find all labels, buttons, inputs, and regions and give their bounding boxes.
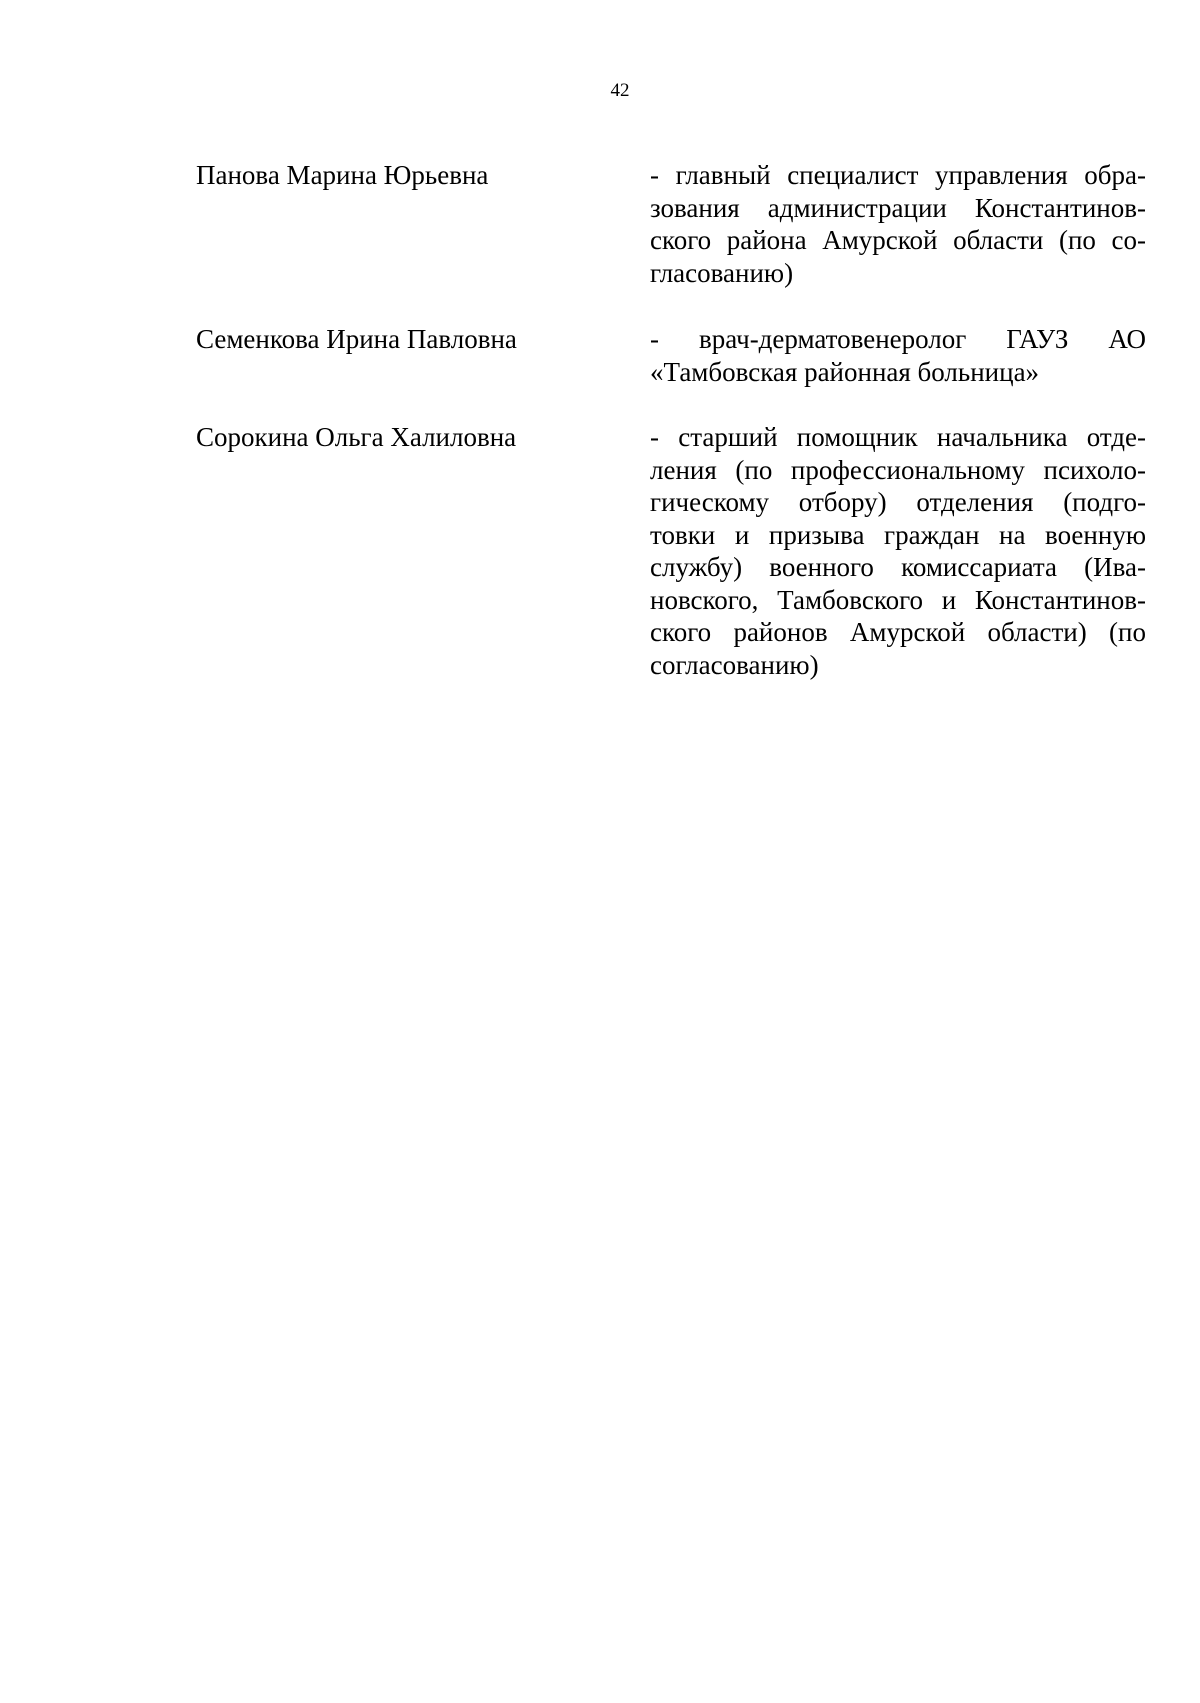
position-line: службу) военного комиссариата (Ива- xyxy=(650,552,1146,582)
page-number: 42 xyxy=(610,80,630,101)
position-line: - главный специалист управления обра- xyxy=(650,160,1146,190)
position-line: ского районов Амурской области) (по xyxy=(650,617,1146,647)
position-line: согласованию) xyxy=(650,649,819,680)
member-position xyxy=(650,421,1146,681)
position-line: - старший помощник начальника отде- xyxy=(650,422,1146,452)
position-line: гласованию) xyxy=(650,257,794,288)
position-line: товки и призыва граждан на военную xyxy=(650,519,1146,550)
member-position xyxy=(650,159,1146,289)
position-line: «Тамбовская районная больница» xyxy=(650,356,1040,387)
member-name: Панова Марина Юрьевна xyxy=(196,160,489,190)
position-line: гическому отбору) отделения (подго- xyxy=(650,487,1146,517)
position-line: - врач-дерматовенеролог ГАУЗ АО xyxy=(650,324,1146,354)
position-line: ления (по профессиональному психоло- xyxy=(650,454,1146,485)
member-name: Семенкова Ирина Павловна xyxy=(196,324,517,354)
position-line: новского, Тамбовского и Константинов- xyxy=(650,584,1146,615)
member-position xyxy=(650,323,1146,388)
position-line: ского района Амурской области (по со- xyxy=(650,225,1146,255)
member-name: Сорокина Ольга Халиловна xyxy=(196,422,517,452)
position-line: зования администрации Константинов- xyxy=(650,192,1146,223)
